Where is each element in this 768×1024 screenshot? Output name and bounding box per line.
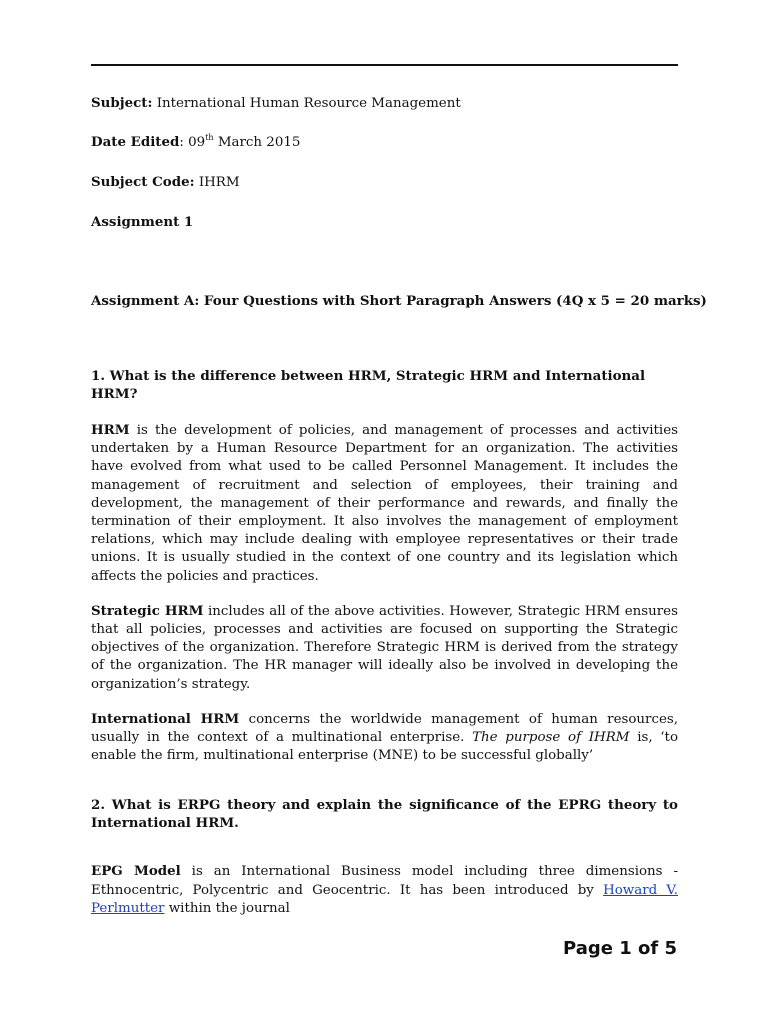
question-1-section — [91, 367, 678, 765]
header-rule — [91, 64, 678, 66]
perlmutter-link[interactable]: Howard V. Perlmutter — [91, 882, 678, 916]
strategic-hrm-paragraph: Strategic HRM includes all of the above activities. However, Strategic HRM ensures that all policies, processes and activities are focused on supporting the Strategic objectives of the organization. Therefore Strategic HRM is derived from the strategy of the organization. The HR manager will ideally also be involved in developing the organization’s strategy. — [91, 602, 678, 692]
date-sup: th — [205, 133, 214, 142]
subject-line — [91, 94, 461, 113]
assignment-a-heading: Assignment A: Four Questions with Short Paragraph Answers (4Q x 5 = 20 marks) — [91, 293, 707, 309]
question-2-title: 2. What is ERPG theory and explain the significance of the EPRG theory to International HRM. — [91, 797, 678, 832]
subject-value: International Human Resource Management — [156, 96, 461, 111]
date-rest: March 2015 — [213, 135, 301, 150]
date-line — [91, 133, 300, 152]
subject-label: Subject: — [91, 95, 153, 111]
international-hrm-paragraph: International HRM concerns the worldwide management of human resources, usually in the context of a multinational enterprise. The purpose of IHRM is, ‘to enable the firm, multinational enterprise (MNE) to be successful globally’ — [91, 710, 679, 764]
code-value: IHRM — [198, 175, 240, 190]
epg-paragraph: EPG Model is an International Business model including three dimensions - Ethnocentric, Polycentric and Geocentric. It has been introduced by Howard V. Perlmutter within the journal — [91, 863, 678, 916]
question-1-title: 1. What is the difference between HRM, Strategic HRM and International HRM? — [91, 368, 646, 402]
question-2-section — [91, 796, 678, 918]
page-indicator: Page 1 of 5 — [563, 938, 677, 959]
date-day: : 09 — [179, 135, 206, 150]
code-line — [91, 173, 240, 192]
assignment-title: Assignment 1 — [91, 214, 194, 230]
date-label: Date Edited — [91, 134, 180, 150]
code-label: Subject Code: — [91, 174, 195, 190]
hrm-paragraph: HRM is the development of policies, and management of processes and activities undertaken by a Human Resource Department for an organization. The activities have evolved from what used to be called Personnel Management. It includes the management of recruitment and selection of employees, their training and development, the management of their performance and rewards, and finally the termination of their employment. It also involves the management of employment relations, which may include dealing with employee representatives or their trade unions. It is usually studied in the context of one country and its legislation which affects the policies and practices. — [91, 422, 678, 584]
